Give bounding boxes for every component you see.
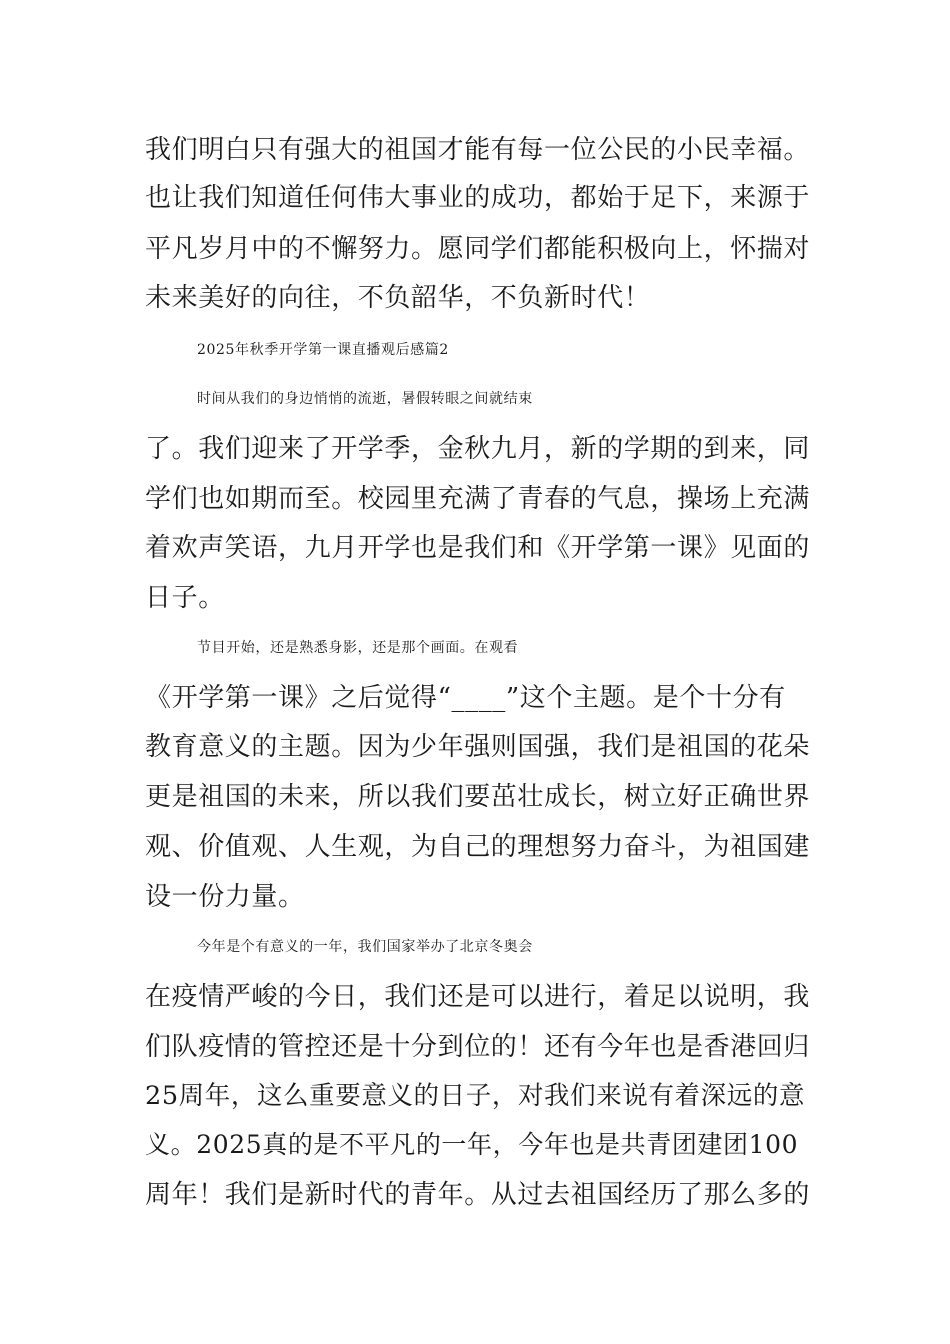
paragraph-1-line-1: 我们明白只有强大的祖国才能有每一位公民的小民幸福。 <box>145 135 811 165</box>
paragraph-4-line-2: 在疫情严峻的今日，我们还是可以进行，着足以说明，我 <box>145 982 811 1012</box>
paragraph-3-line-6: 设一份力量。 <box>145 882 305 912</box>
paragraph-2-line-4: 着欢声笑语，九月开学也是我们和《开学第一课》见面的 <box>145 533 811 563</box>
paragraph-4-line-6: 周年！我们是新时代的青年。从过去祖国经历了那么多的 <box>145 1180 811 1210</box>
paragraph-1-line-4: 未来美好的向往，不负韶华，不负新时代！ <box>145 283 651 313</box>
paragraph-3-line-5: 观、价值观、人生观，为自己的理想努力奋斗，为祖国建 <box>145 832 811 862</box>
paragraph-3-line-3: 教育意义的主题。因为少年强则国强，我们是祖国的花朵 <box>145 732 811 762</box>
paragraph-3-line-4: 更是祖国的未来，所以我们要茁壮成长，树立好正确世界 <box>145 782 811 812</box>
paragraph-4-line-3: 们队疫情的管控还是十分到位的！还有今年也是香港回归 <box>145 1032 811 1062</box>
section-heading: 2025年秋季开学第一课直播观后感篇2 <box>197 342 449 358</box>
paragraph-4-line-5: 义。2025真的是不平凡的一年，今年也是共青团建团100 <box>145 1130 799 1159</box>
paragraph-3-line-1: 节目开始，还是熟悉身影，还是那个画面。在观看 <box>197 640 519 656</box>
paragraph-4-line-4: 25周年，这么重要意义的日子，对我们来说有着深远的意 <box>145 1081 806 1111</box>
paragraph-2-line-2: 了。我们迎来了开学季，金秋九月，新的学期的到来，同 <box>145 434 811 464</box>
paragraph-2-line-3: 学们也如期而至。校园里充满了青春的气息，操场上充满 <box>145 484 811 514</box>
paragraph-1-line-3: 平凡岁月中的不懈努力。愿同学们都能积极向上，怀揣对 <box>145 234 811 264</box>
paragraph-1-line-2: 也让我们知道任何伟大事业的成功，都始于足下，来源于 <box>145 183 811 213</box>
paragraph-2-line-1: 时间从我们的身边悄悄的流逝，暑假转眼之间就结束 <box>197 391 533 407</box>
paragraph-3-line-2: 《开学第一课》之后觉得“____”这个主题。是个十分有 <box>145 683 786 713</box>
paragraph-2-line-5: 日子。 <box>145 583 225 613</box>
paragraph-4-line-1: 今年是个有意义的一年，我们国家举办了北京冬奥会 <box>197 939 533 955</box>
